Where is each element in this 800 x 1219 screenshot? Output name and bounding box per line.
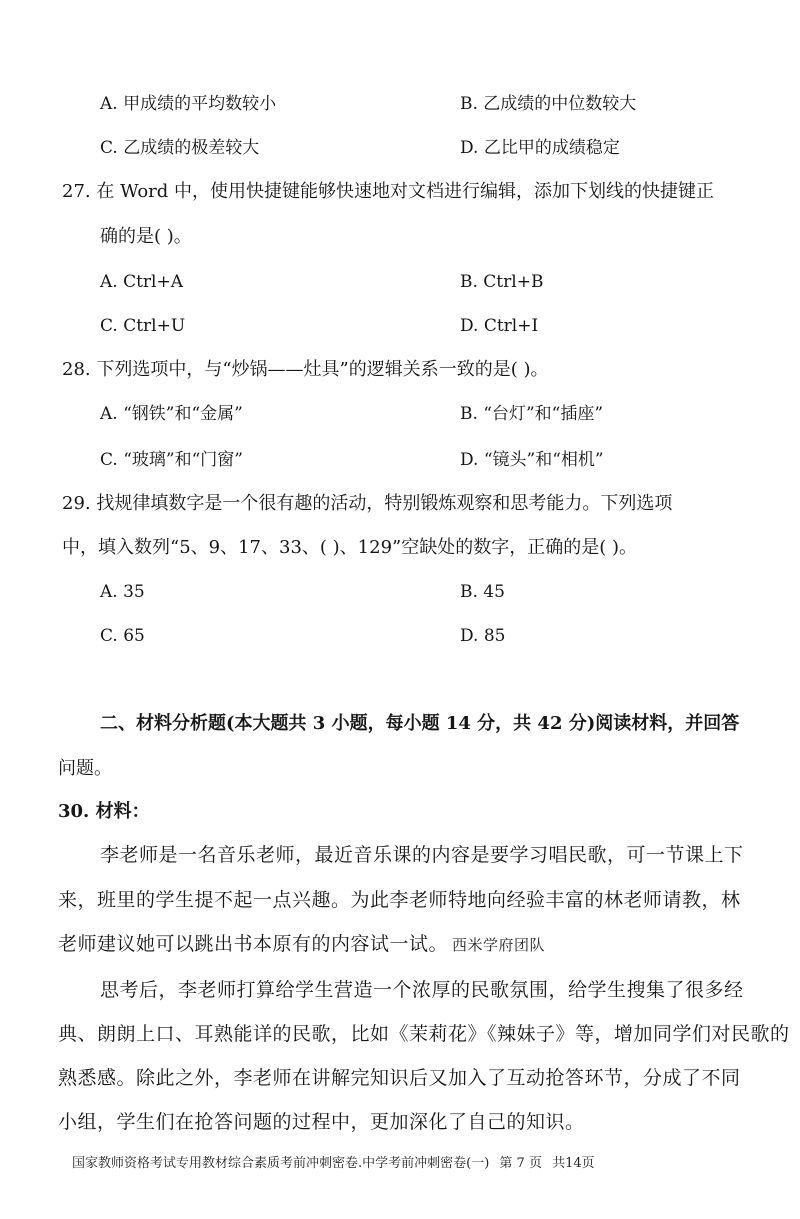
q27-stem-line2: 确的是( )。	[100, 226, 192, 247]
paragraph1-line3-text: 老师建议她可以跳出书本原有的内容试一试。	[58, 933, 449, 955]
q29-option-b: B. 45	[460, 582, 505, 602]
watermark-text: 西米学府团队	[452, 936, 546, 954]
q29-option-d: D. 85	[460, 626, 506, 646]
q27-option-d: D. Ctrl+I	[460, 316, 539, 336]
q27-stem-line1: 27. 在 Word 中，使用快捷键能够快速地对文档进行编辑，添加下划线的快捷键正	[62, 181, 715, 202]
q30-paragraph2-line1: 思考后，李老师打算给学生营造一个浓厚的民歌氛围，给学生搜集了很多经	[100, 979, 744, 1001]
q28-option-c: C. “玻璃”和“门窗”	[100, 450, 243, 470]
q30-paragraph2-line2: 典、朗朗上口、耳熟能详的民歌，比如《茉莉花》《辣妹子》等，增加同学们对民歌的	[58, 1023, 790, 1045]
q27-option-a: A. Ctrl+A	[100, 272, 184, 292]
q28-option-a: A. “钢铁”和“金属”	[100, 404, 243, 424]
footer-page-number: 第 7 页	[499, 1156, 542, 1171]
page-footer	[72, 1152, 601, 1171]
q29-option-a: A. 35	[100, 582, 145, 602]
q30-paragraph1-line1: 李老师是一名音乐老师，最近音乐课的内容是要学习唱民歌，可一节课上下	[100, 844, 744, 866]
q28-stem: 28. 下列选项中，与“炒锅——灶具”的逻辑关系一致的是( )。	[62, 359, 549, 380]
section2-heading-line1: 二、材料分析题(本大题共 3 小题，每小题 14 分，共 42 分)阅读材料，并回答	[100, 713, 740, 734]
section2-heading-line2: 问题。	[58, 758, 112, 779]
q27-option-c: C. Ctrl+U	[100, 316, 186, 336]
q29-stem-line2: 中，填入数列“5、9、17、33、( )、129”空缺处的数字，正确的是( )。	[62, 537, 638, 558]
q29-option-c: C. 65	[100, 626, 145, 646]
q30-paragraph1-line3	[58, 932, 545, 957]
q26-option-b: B. 乙成绩的中位数较大	[460, 94, 637, 114]
q28-option-d: D. “镜头”和“相机”	[460, 450, 604, 470]
q30-paragraph1-line2: 来，班里的学生提不起一点兴趣。为此李老师特地向经验丰富的林老师请教，林	[58, 889, 741, 911]
q28-option-b: B. “台灯”和“插座”	[460, 404, 604, 424]
footer-title: 国家教师资格考试专用教材综合素质考前冲刺密卷.中学考前冲刺密卷(一)	[72, 1156, 490, 1171]
q27-option-b: B. Ctrl+B	[460, 272, 544, 292]
q30-paragraph2-line3: 熟悉感。除此之外，李老师在讲解完知识后又加入了互动抢答环节，分成了不同	[58, 1067, 741, 1089]
footer-total-pages: 共14页	[552, 1156, 595, 1171]
q26-option-d: D. 乙比甲的成绩稳定	[460, 138, 620, 158]
q26-option-a: A. 甲成绩的平均数较小	[100, 94, 277, 114]
q30-paragraph2-line4: 小组，学生们在抢答问题的过程中，更加深化了自己的知识。	[58, 1111, 585, 1133]
q30-label: 30. 材料：	[58, 801, 150, 822]
q26-option-c: C. 乙成绩的极差较大	[100, 138, 260, 158]
q29-stem-line1: 29. 找规律填数字是一个很有趣的活动，特别锻炼观察和思考能力。下列选项	[62, 493, 673, 514]
